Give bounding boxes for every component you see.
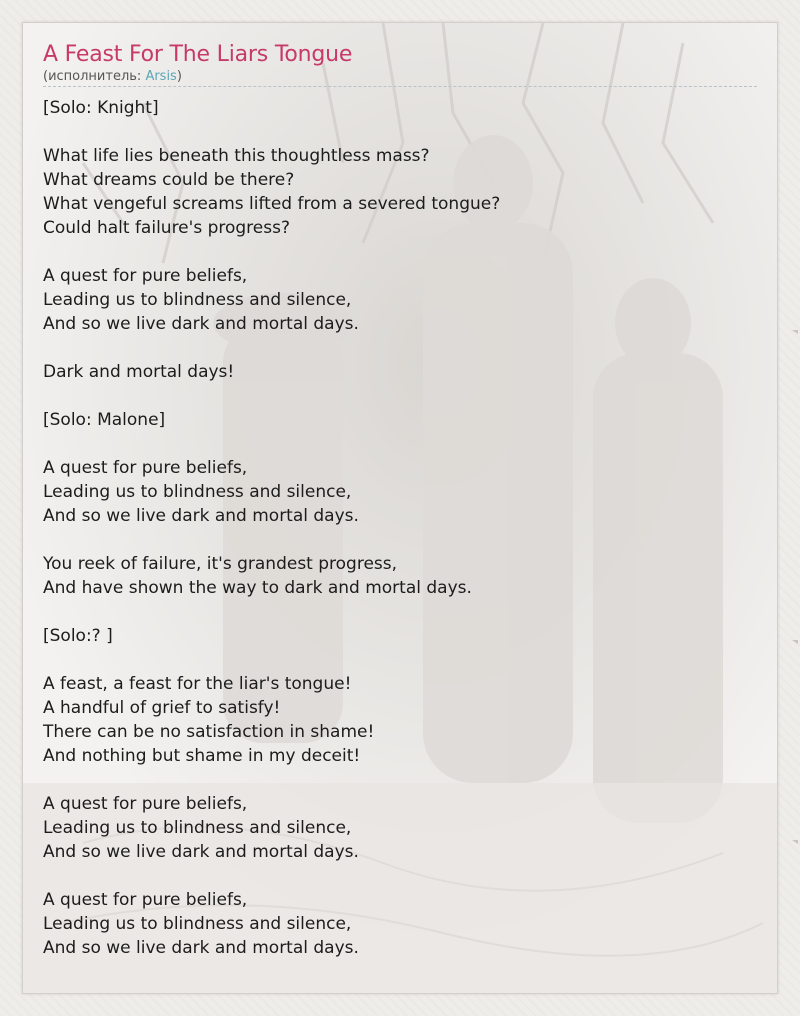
lyric-line: Leading us to blindness and silence, (43, 818, 352, 838)
decorative-tick (792, 640, 798, 644)
lyric-line: You reek of failure, it's grandest progress, (43, 554, 398, 574)
lyric-line: Leading us to blindness and silence, (43, 482, 352, 502)
lyric-blank-line (43, 864, 757, 888)
lyric-line: A handful of grief to satisfy! (43, 698, 281, 718)
lyric-blank-line (43, 648, 757, 672)
lyric-blank-line (43, 336, 757, 360)
song-content (43, 41, 757, 960)
lyric-line: And so we live dark and mortal days. (43, 842, 359, 862)
lyric-line: There can be no satisfaction in shame! (43, 722, 375, 742)
lyric-line: And have shown the way to dark and mortal days. (43, 578, 472, 598)
lyrics-card (22, 22, 778, 994)
lyric-line: Leading us to blindness and silence, (43, 290, 352, 310)
lyric-line: A quest for pure beliefs, (43, 266, 248, 286)
lyric-blank-line (43, 240, 757, 264)
lyric-line: Leading us to blindness and silence, (43, 914, 352, 934)
lyric-line: And so we live dark and mortal days. (43, 314, 359, 334)
lyric-blank-line (43, 768, 757, 792)
lyric-line: [Solo: Knight] (43, 98, 159, 118)
lyric-line: A quest for pure beliefs, (43, 794, 248, 814)
song-title: A Feast For The Liars Tongue (43, 42, 353, 67)
artist-line (43, 69, 757, 87)
lyric-blank-line (43, 432, 757, 456)
lyric-line: And nothing but shame in my deceit! (43, 746, 361, 766)
lyric-line: What vengeful screams lifted from a severed tongue? (43, 194, 501, 214)
lyric-line: Could halt failure's progress? (43, 218, 290, 238)
lyric-line: What life lies beneath this thoughtless mass? (43, 146, 430, 166)
lyric-line: Dark and mortal days! (43, 362, 235, 382)
lyric-line: A quest for pure beliefs, (43, 890, 248, 910)
lyric-line: [Solo: Malone] (43, 410, 166, 430)
lyric-line: A quest for pure beliefs, (43, 458, 248, 478)
lyric-blank-line (43, 384, 757, 408)
lyric-line: A feast, a feast for the liar's tongue! (43, 674, 352, 694)
lyric-blank-line (43, 528, 757, 552)
lyric-blank-line (43, 120, 757, 144)
lyric-line: What dreams could be there? (43, 170, 295, 190)
lyric-line: And so we live dark and mortal days. (43, 506, 359, 526)
artist-link[interactable]: Arsis (145, 69, 177, 84)
decorative-tick (792, 330, 798, 334)
lyrics-body (43, 96, 757, 960)
lyric-blank-line (43, 600, 757, 624)
lyric-line: [Solo:? ] (43, 626, 113, 646)
lyric-line: And so we live dark and mortal days. (43, 938, 359, 958)
artist-suffix: ) (176, 69, 182, 84)
decorative-tick (792, 840, 798, 844)
artist-prefix: (исполнитель: (43, 69, 146, 84)
